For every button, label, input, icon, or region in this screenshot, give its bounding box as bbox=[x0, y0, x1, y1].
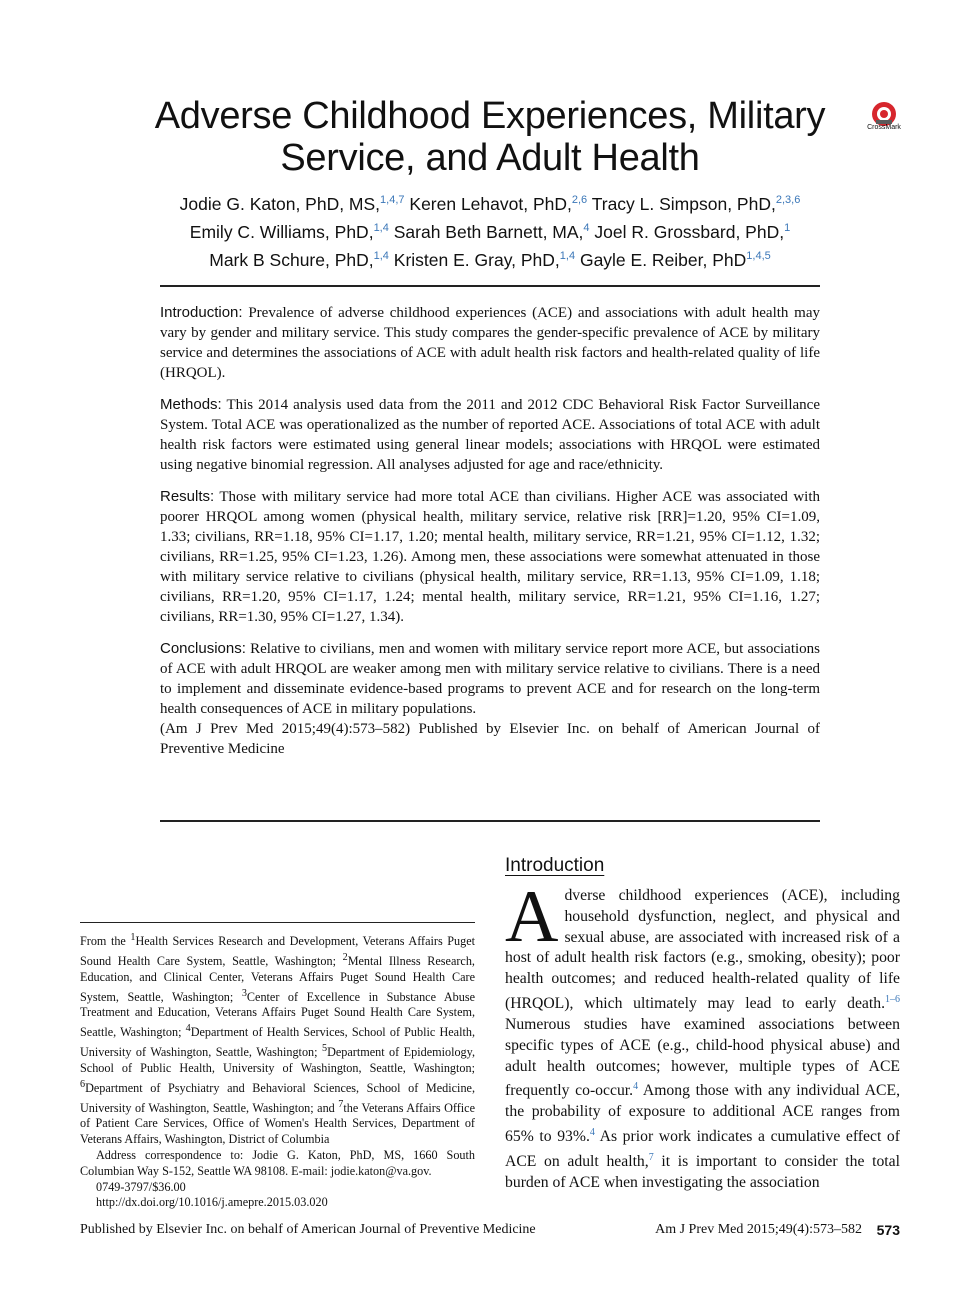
author-affiliation-ref[interactable]: 1,4,5 bbox=[746, 249, 771, 262]
abstract-introduction bbox=[160, 303, 820, 383]
body-text: dverse childhood experiences (ACE), including household dysfunction, neglect, and physical and sexual abuse, are associated with increased risk of a host of adult health risk factors (e.g., smoking, obesity); poor health outcomes; and reduced health-related quality of life (HRQOL), which ultimately may lead to early death. bbox=[505, 887, 900, 1013]
author-name: Mark B Schure, PhD, bbox=[209, 249, 374, 270]
affiliations bbox=[80, 930, 475, 1148]
affiliation-text: Department of Health Services, School of Public Health, University of Washington, Seattle, Washington; bbox=[80, 1025, 475, 1060]
author-name: Kristen E. Gray, PhD, bbox=[393, 249, 560, 270]
author-name: Gayle E. Reiber, PhD bbox=[579, 249, 747, 270]
reference-link[interactable]: 1–6 bbox=[885, 993, 900, 1005]
author-name: Jodie G. Katon, PhD, MS, bbox=[179, 193, 381, 214]
introduction-body bbox=[505, 876, 900, 1194]
abstract-text: Prevalence of adverse childhood experiences (ACE) and associations with adult health may vary by gender and military service. This study compares the gender-specific prevalence of ACE by military service and determines the associations of ACE with adult health risk factors and health-related quality of life (HRQOL). bbox=[160, 305, 820, 381]
author-name: Tracy L. Simpson, PhD, bbox=[591, 193, 776, 214]
author-affiliation-ref[interactable]: 1,4,7 bbox=[380, 194, 405, 206]
author-name: Emily C. Williams, PhD, bbox=[189, 221, 374, 242]
drop-cap: A bbox=[505, 876, 559, 958]
author-affiliation-ref[interactable]: 2,3,6 bbox=[775, 194, 801, 206]
body-text: Among those with any individual ACE, the probability of exposure to additional ACE ranges from 65% to 93%. bbox=[505, 1082, 900, 1146]
abstract-results bbox=[160, 487, 820, 627]
affiliation-text: the Veterans Affairs Office of Patient Care Services, Office of Women's Health Services, Department of Veterans Affairs, Washington, District of Columbia bbox=[80, 1100, 476, 1147]
footer-citation: Am J Prev Med 2015;49(4):573–582 bbox=[655, 1222, 862, 1237]
abstract-text: Those with military service had more total ACE than civilians. Higher ACE was associated with poorer HRQOL among women (physical health, military service, relative risk [RR]=1.20, 95% CI=1.09, 1.33; civilians, RR=1.18, 95% CI=1.17, 1.20; mental health, military service, RR=1.21, 95% CI=1.12, 1.32; civilians, RR=1.25, 95% CI=1.23, 1.26). Among men, these associations were somewhat attenuated in those with military service relative to civilians (physical health, military service, RR=1.13, 95% CI=1.09, 1.18; civilians, RR=1.20, 95% CI=1.17, 1.24; mental health, military service, RR=1.21, 95% CI=1.16, 1.27; civilians, RR=1.30, 95% CI=1.27, 1.34). bbox=[160, 489, 820, 625]
abstract-text: This 2014 analysis used data from the 2011 and 2012 CDC Behavioral Risk Factor Surveillance System. Total ACE was operationalized as the number of reported ACE. Associations of total ACE with adult health risk factors were estimated using general linear models; associations with HRQOL were estimated using negative binomial regression. All analyses adjusted for age and race/ethnicity. bbox=[160, 397, 820, 473]
affiliation-number: 1 bbox=[130, 932, 136, 943]
abstract-citation: (Am J Prev Med 2015;49(4):573–582) Published by Elsevier Inc. on behalf of American Journal of Preventive Medicine bbox=[160, 721, 820, 757]
author-name: Keren Lehavot, PhD, bbox=[409, 193, 572, 214]
abstract-methods bbox=[160, 395, 820, 475]
author-affiliation-ref[interactable]: 1,4 bbox=[559, 249, 576, 262]
body-text: As prior work indicates a cumulative effect of ACE on adult health, bbox=[505, 1128, 900, 1171]
reference-link[interactable]: 4 bbox=[633, 1081, 639, 1093]
abstract-label: Results: bbox=[160, 488, 215, 505]
doi-link[interactable]: http://dx.doi.org/10.1016/j.amepre.2015.03.020 bbox=[96, 1195, 328, 1210]
author-affiliation-ref[interactable]: 1,4 bbox=[373, 249, 389, 262]
affiliation-text: Center of Excellence in Substance Abuse Treatment and Education, Veterans Affairs Puget Sound Health Care System, Seattle, Washington; bbox=[80, 989, 475, 1040]
affiliation-number: 5 bbox=[321, 1043, 328, 1055]
section-heading-introduction: Introduction bbox=[505, 855, 605, 876]
affiliation-number: 2 bbox=[342, 951, 348, 963]
affiliation-number: 6 bbox=[80, 1078, 86, 1090]
abstract-label: Introduction: bbox=[160, 304, 243, 321]
footer-publisher: Published by Elsevier Inc. on behalf of American Journal of Preventive Medicine bbox=[80, 1222, 536, 1237]
abstract-top-rule bbox=[160, 285, 820, 287]
author-name: Sarah Beth Barnett, MA, bbox=[393, 221, 584, 242]
affiliation-text: Department of Epidemiology, School of Public Health, University of Washington, Seattle, Washington; bbox=[80, 1045, 475, 1075]
footnote-rule bbox=[80, 922, 475, 923]
affiliation-text: Mental Illness Research, Education, and Clinical Center, Veterans Affairs Puget Sound Health Care System, Seattle, Washington; bbox=[80, 953, 475, 1004]
abstract-text: Relative to civilians, men and women with military service report more ACE, but associations of ACE with adult HRQOL are weaker among men with military service relative to civilians. There is a need to implement and disseminate evidence-based programs to prevent ACE and for research on the long-term health consequences of ACE in military populations. bbox=[160, 641, 820, 717]
reference-link[interactable]: 7 bbox=[648, 1152, 654, 1164]
issn: 0749-3797/$36.00 bbox=[96, 1179, 186, 1194]
correspondence: Address correspondence to: Jodie G. Katon, PhD, MS, 1660 South Columbian Way S-152, Seattle WA 98108. E-mail: jodie.katon@va.gov. bbox=[80, 1148, 475, 1178]
body-text: Numerous studies have examined associations between specific types of ACE (e.g., child-hood physical abuse) and adult health outcomes; however, multiple types of ACE frequently co-occur. bbox=[505, 1016, 900, 1100]
abstract-label: Conclusions: bbox=[160, 640, 246, 657]
abstract-conclusions bbox=[160, 639, 820, 719]
author-list bbox=[110, 188, 870, 271]
affiliation-text: Department of Psychiatry and Behavioral Sciences, School of Medicine, University of Washington, Seattle, Washington; and bbox=[80, 1080, 475, 1115]
affiliation-prefix: From the bbox=[80, 934, 131, 949]
author-name: Joel R. Grossbard, PhD, bbox=[594, 221, 785, 242]
author-affiliation-ref[interactable]: 1 bbox=[784, 221, 791, 234]
abstract bbox=[160, 303, 820, 771]
author-affiliation-ref[interactable]: 1,4 bbox=[373, 221, 389, 234]
page-number: 573 bbox=[876, 1222, 900, 1238]
author-affiliation-ref[interactable]: 4 bbox=[583, 221, 590, 234]
affiliation-number: 4 bbox=[185, 1023, 191, 1035]
affiliation-footnote bbox=[80, 930, 475, 1211]
abstract-bottom-rule bbox=[160, 820, 820, 822]
body-text: it is important to consider the total burden of ACE when investigating the association bbox=[505, 1153, 900, 1192]
affiliation-number: 3 bbox=[241, 987, 247, 999]
reference-link[interactable]: 4 bbox=[589, 1127, 595, 1139]
affiliation-number: 7 bbox=[338, 1098, 344, 1110]
article-title: Adverse Childhood Experiences, Military Service, and Adult Health bbox=[154, 95, 826, 179]
affiliation-text: Health Services Research and Development, Veterans Affairs Puget Sound Health Care System, Seattle, Washington; bbox=[80, 934, 475, 968]
author-affiliation-ref[interactable]: 2,6 bbox=[571, 194, 588, 206]
abstract-label: Methods: bbox=[160, 396, 222, 413]
crossmark-label: CrossMark bbox=[867, 124, 901, 131]
